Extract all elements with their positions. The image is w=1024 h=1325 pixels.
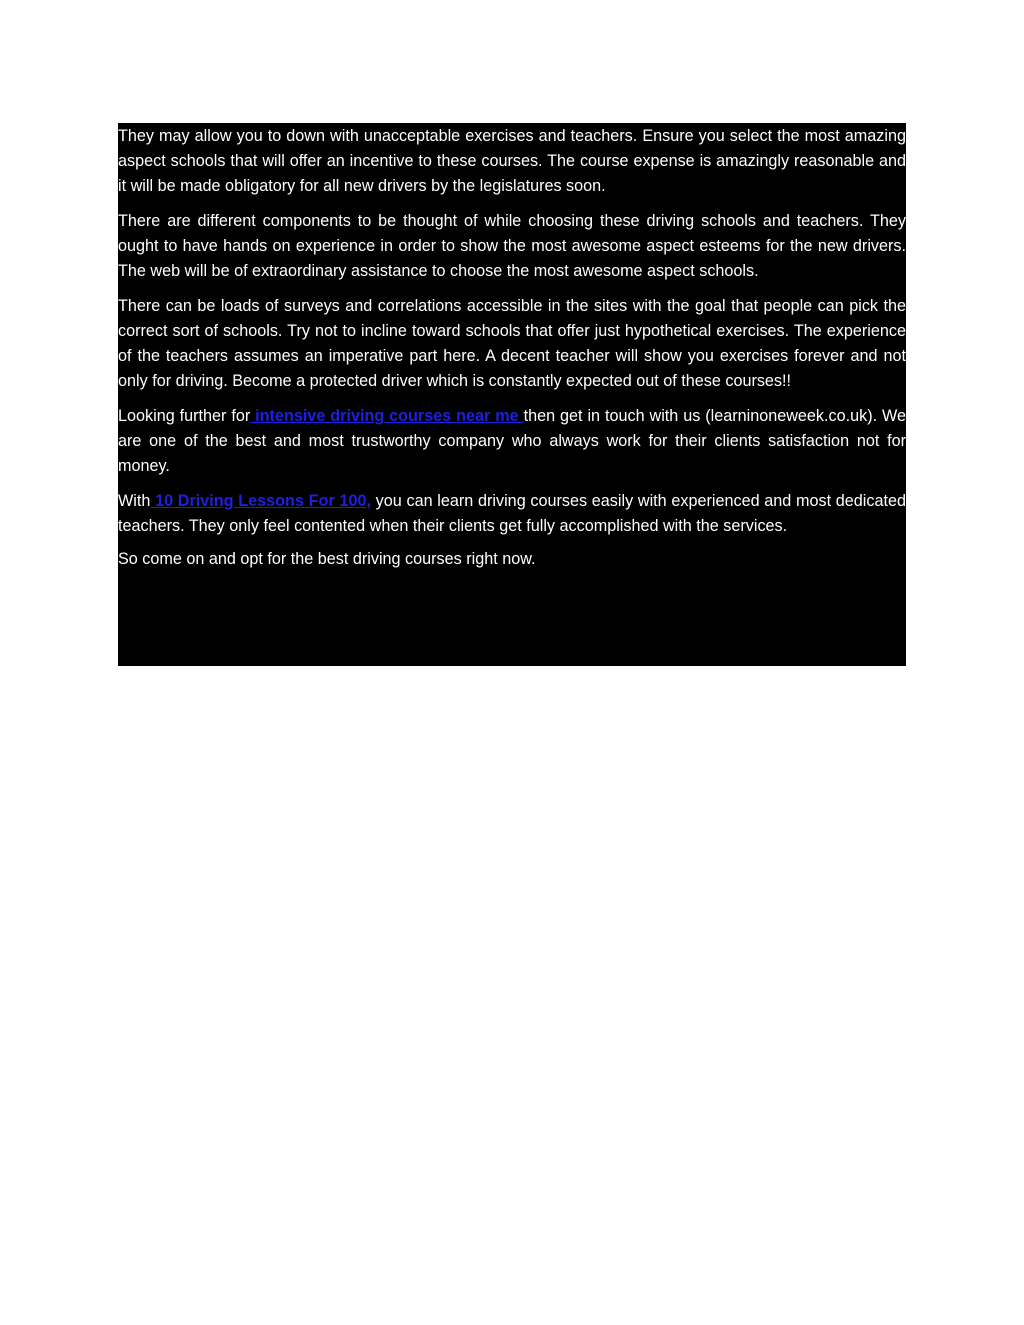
paragraph-5 [118, 489, 906, 539]
driving-lessons-offer-link[interactable]: 10 Driving Lessons For 100, [150, 492, 371, 510]
paragraph-2: There are different components to be thought of while choosing these driving schools and teachers. They ought to have hands on experience in order to show the most awesome aspect esteems for the new drivers. The web will be of extraordinary assistance to choose the most awesome aspect schools. [118, 212, 906, 280]
article-text-block [118, 123, 906, 666]
paragraph-5-lead-text: With [118, 492, 151, 510]
paragraph-6: So come on and opt for the best driving courses right now. [118, 550, 536, 568]
paragraph-1: They may allow you to down with unacceptable exercises and teachers. Ensure you select the most amazing aspect schools that will offer an incentive to these courses. The course expense is amazingly reasonable and it will be made obligatory for all new drivers by the legislatures soon. [118, 127, 906, 195]
paragraph-5-trail-text: you can learn driving courses easily with experienced and most dedicated teachers. They only feel contented when their clients get fully accomplished with the services. [118, 492, 906, 535]
paragraph-4-lead-text: Looking further for [118, 407, 251, 425]
paragraph-4-trail-text: then get in touch with us (learninoneweek.co.uk). We are one of the best and most trustworthy company who always work for their clients satisfaction not for money. [118, 407, 906, 475]
paragraph-4 [118, 404, 906, 479]
paragraph-3: There can be loads of surveys and correlations accessible in the sites with the goal that people can pick the correct sort of schools. Try not to incline toward schools that offer just hypothetical exercises. The experience of the teachers assumes an imperative part here. A decent teacher will show you exercises forever and not only for driving. Become a protected driver which is constantly expected out of these courses!! [118, 297, 906, 390]
intensive-driving-courses-link[interactable]: intensive driving courses near me [250, 407, 524, 425]
